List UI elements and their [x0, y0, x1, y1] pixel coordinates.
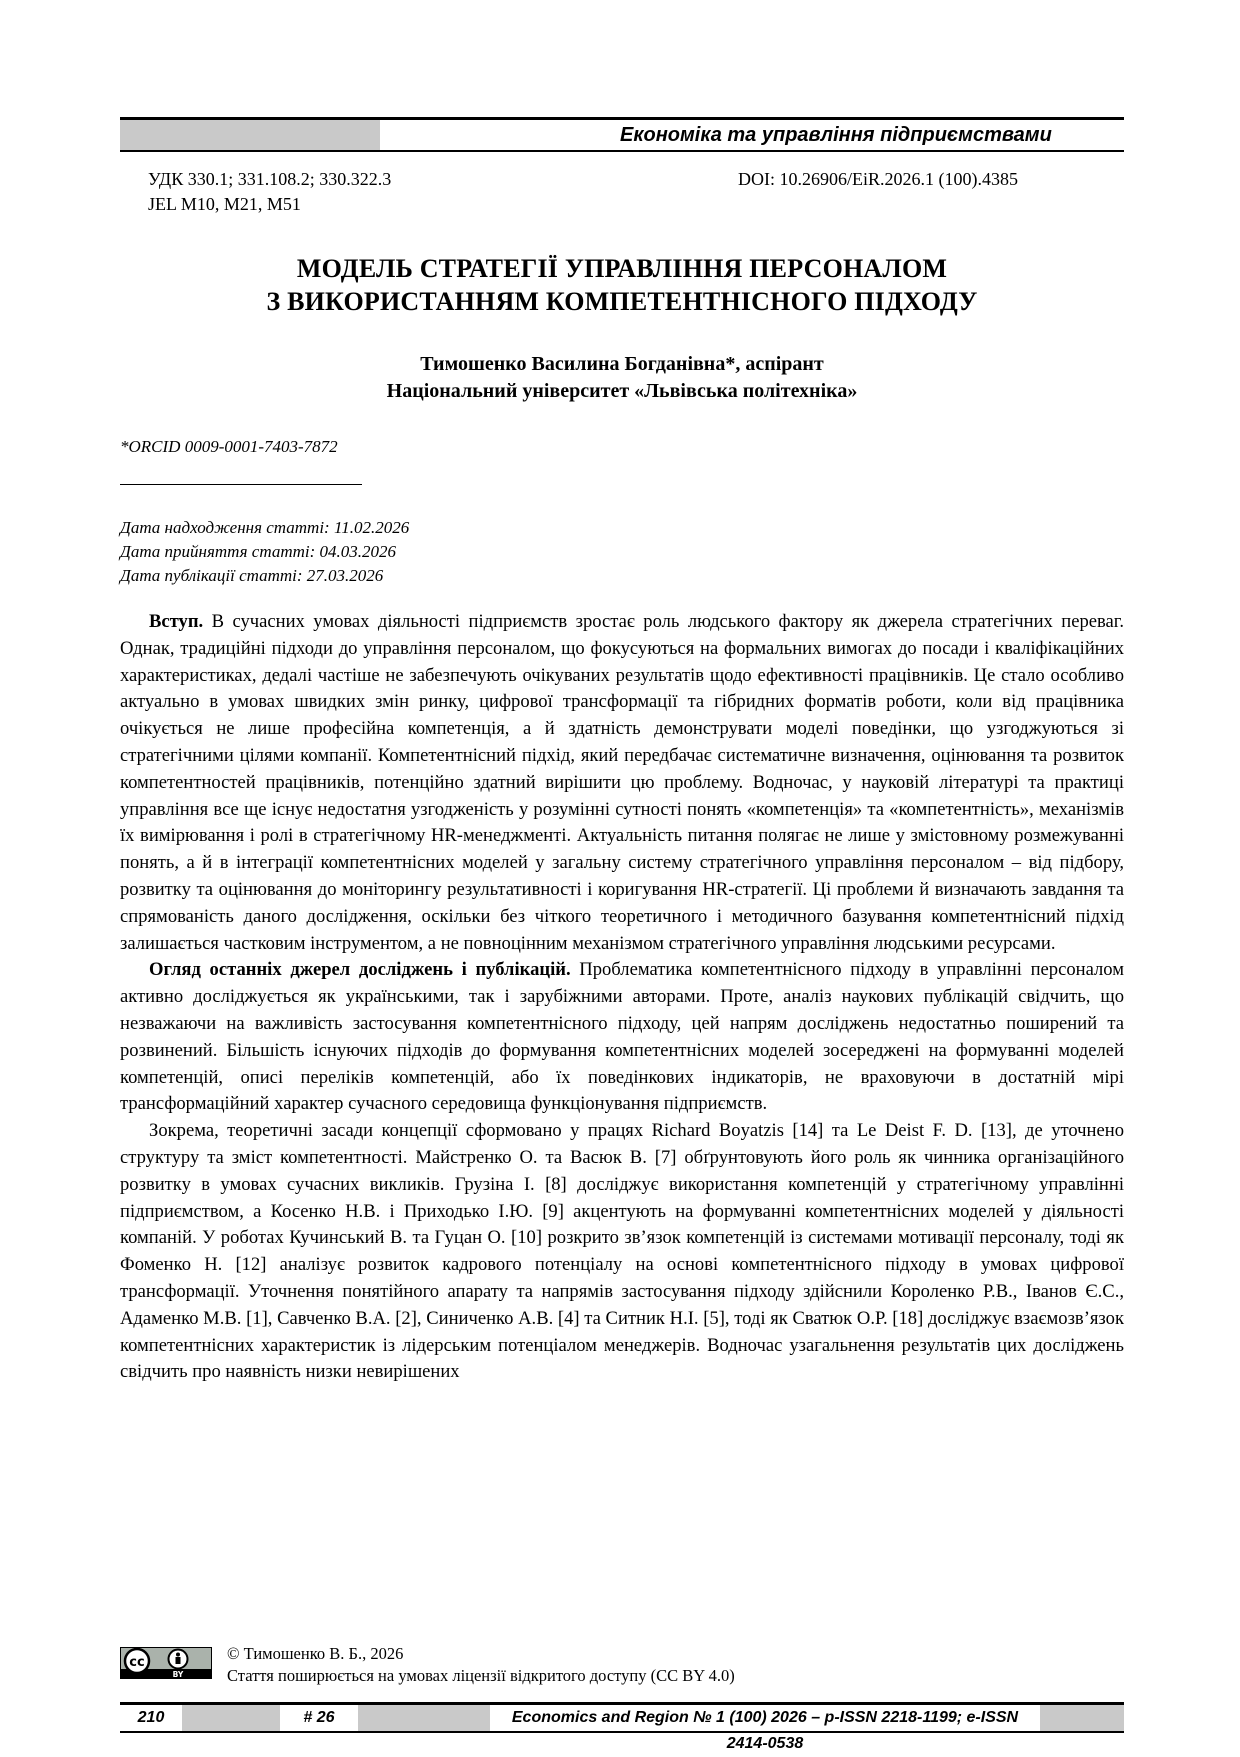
- journal-info: Economics and Region № 1 (100) 2026 – p-ISSN 2218-1199; e-ISSN 2414-0538: [511, 1709, 1019, 1752]
- issue-number: # 26: [303, 1709, 335, 1726]
- license-text: Стаття поширюється на умовах ліцензії відкритого доступу (CC BY 4.0): [227, 1666, 735, 1685]
- date-accepted: Дата прийняття статті: 04.03.2026: [120, 542, 397, 561]
- page-number: 210: [120, 1705, 182, 1731]
- intro-heading: Вступ.: [149, 611, 204, 632]
- title-line-1: МОДЕЛЬ СТРАТЕГІЇ УПРАВЛІННЯ ПЕРСОНАЛОМ: [296, 254, 948, 283]
- doi[interactable]: DOI: 10.26906/EiR.2026.1 (100).4385: [738, 169, 1018, 189]
- header-gray-block: [120, 117, 380, 151]
- footer-gray-block-3: [1040, 1705, 1124, 1731]
- udk-code: УДК 330.1; 331.108.2; 330.322.3: [148, 169, 392, 189]
- section-title: Економіка та управління підприємствами: [380, 117, 1124, 148]
- title-line-2: З ВИКОРИСТАННЯМ КОМПЕТЕНТНІСНОГО ПІДХОДУ: [266, 287, 978, 316]
- cc-mark: cc: [129, 1655, 145, 1670]
- date-published: Дата публікації статті: 27.03.2026: [120, 566, 384, 585]
- copyright-block: [227, 1643, 735, 1687]
- footnote-rule: [120, 484, 362, 485]
- intro-text: В сучасних умовах діяльності підприємств зростає роль людського фактору як джерела стратегічних переваг. Однак, традиційні підходи до управління персоналом, що фокусуються на формальних вимогах до посади і кваліфікаційних характеристиках, дедалі частіше не забезпечують очікуваних результатів щодо ефективності працівників. Це стало особливо актуально в умовах швидких змін ринку, цифрової трансформації та гібридних форматів роботи, коли від працівника очікується не лише професійна компетенція, а й здатність демонструвати моделі поведінки, що узгоджуються зі стратегічними цілями компанії. Компетентнісний підхід, який передбачає систематичне визначення, оцінювання та розвиток компетентностей працівників, потенційно здатний вирішити цю проблему. Водночас, у науковій літературі та практиці управління все ще існує недостатня узгодженість у розумінні сутності понять «компетенція» та «компетентність», механізмів їх вимірювання і ролі в стратегічному HR-менеджменті. Актуальність питання полягає не лише у змістовному розмежуванні понять, а й в інтеграції компетентнісних моделей у загальну систему стратегічного управління персоналом – від підбору, розвитку та оцінювання до моніторингу результативності і коригування HR-стратегії. Ці проблеми й визначають завдання та спрямованість даного дослідження, оскільки без чіткого теоретичного і методичного базування компетентнісний підхід залишається частковим інструментом, а не повноцінним механізмом стратегічного управління людськими ресурсами.: [120, 611, 1124, 954]
- paragraph-review: [120, 957, 1124, 1118]
- header-rule: [120, 150, 1124, 152]
- running-header: [120, 117, 1124, 153]
- cc-by-license-icon[interactable]: [120, 1647, 212, 1679]
- article-body: [120, 609, 1124, 1386]
- orcid: *ORCID 0009-0001-7403-7872: [120, 437, 338, 456]
- running-footer: [120, 1702, 1124, 1752]
- footer-gray-block-1: [182, 1705, 280, 1731]
- date-received: Дата надходження статті: 11.02.2026: [120, 518, 410, 537]
- jel-code: JEL M10, M21, M51: [148, 194, 301, 214]
- article-title: [120, 252, 1124, 318]
- review-heading: Огляд останніх джерел досліджень і публікацій.: [149, 959, 571, 981]
- footer-bottom-rule: [120, 1731, 1124, 1733]
- paragraph-intro: [120, 609, 1124, 957]
- article-dates: [120, 516, 409, 588]
- footer-gray-block-2: [358, 1705, 490, 1731]
- author-name: Тимошенко Василина Богданівна*, аспірант: [420, 353, 824, 375]
- affiliation: Національний університет «Львівська політехніка»: [386, 380, 858, 402]
- cc-by-label: BY: [172, 1670, 184, 1679]
- copyright-line: © Тимошенко В. Б., 2026: [227, 1644, 404, 1663]
- author-block: [120, 351, 1124, 405]
- review-text: Проблематика компетентнісного підходу в управлінні персоналом активно досліджується як українськими, так і зарубіжними авторами. Проте, аналіз наукових публікацій свідчить, що незважаючи на важливість застосування компетентнісного підходу, цей напрям досліджень недостатньо поширений та розвинений. Більшість існуючих підходів до формування компетентнісних моделей зосереджені на формуванні моделей компетенцій, описі переліків компетенцій, або їх поведінкових індикаторів, не враховуючи в достатній мірі трансформаційний характер сучасного середовища функціонування підприємств.: [120, 959, 1124, 1115]
- paragraph-3: Зокрема, теоретичні засади концепції сформовано у працях Richard Boyatzis [14] та Le Deist F. D. [13], де уточнено структуру та зміст компетентності. Майстренко О. та Васюк В. [7] обґрунтовують його роль як чинника організаційного розвитку в умовах сучасних викликів. Грузіна І. [8] досліджує використання компетенцій у стратегічному управлінні підприємством, а Косенко Н.В. і Приходько І.Ю. [9] акцентують на формуванні компетентнісних моделей у діяльності компаній. У роботах Кучинський В. та Гуцан О. [10] розкрито зв’язок компетенцій із системами мотивації персоналу, тоді як Фоменко Н. [12] аналізує розвиток кадрового потенціалу на основі компетентнісного підходу в умовах цифрової трансформації. Уточнення понятійного апарату та напрямів застосування підходу здійснили Короленко Р.В., Іванов Є.С., Адаменко М.В. [1], Савченко В.А. [2], Синиченко А.В. [4] та Ситник Н.І. [5], тоді як Сватюк О.Р. [18] досліджує взаємозв’язок компетентнісних характеристик із лідерським потенціалом менеджерів. Водночас узагальнення результатів цих досліджень свідчить про наявність низки невирішених: [120, 1120, 1124, 1383]
